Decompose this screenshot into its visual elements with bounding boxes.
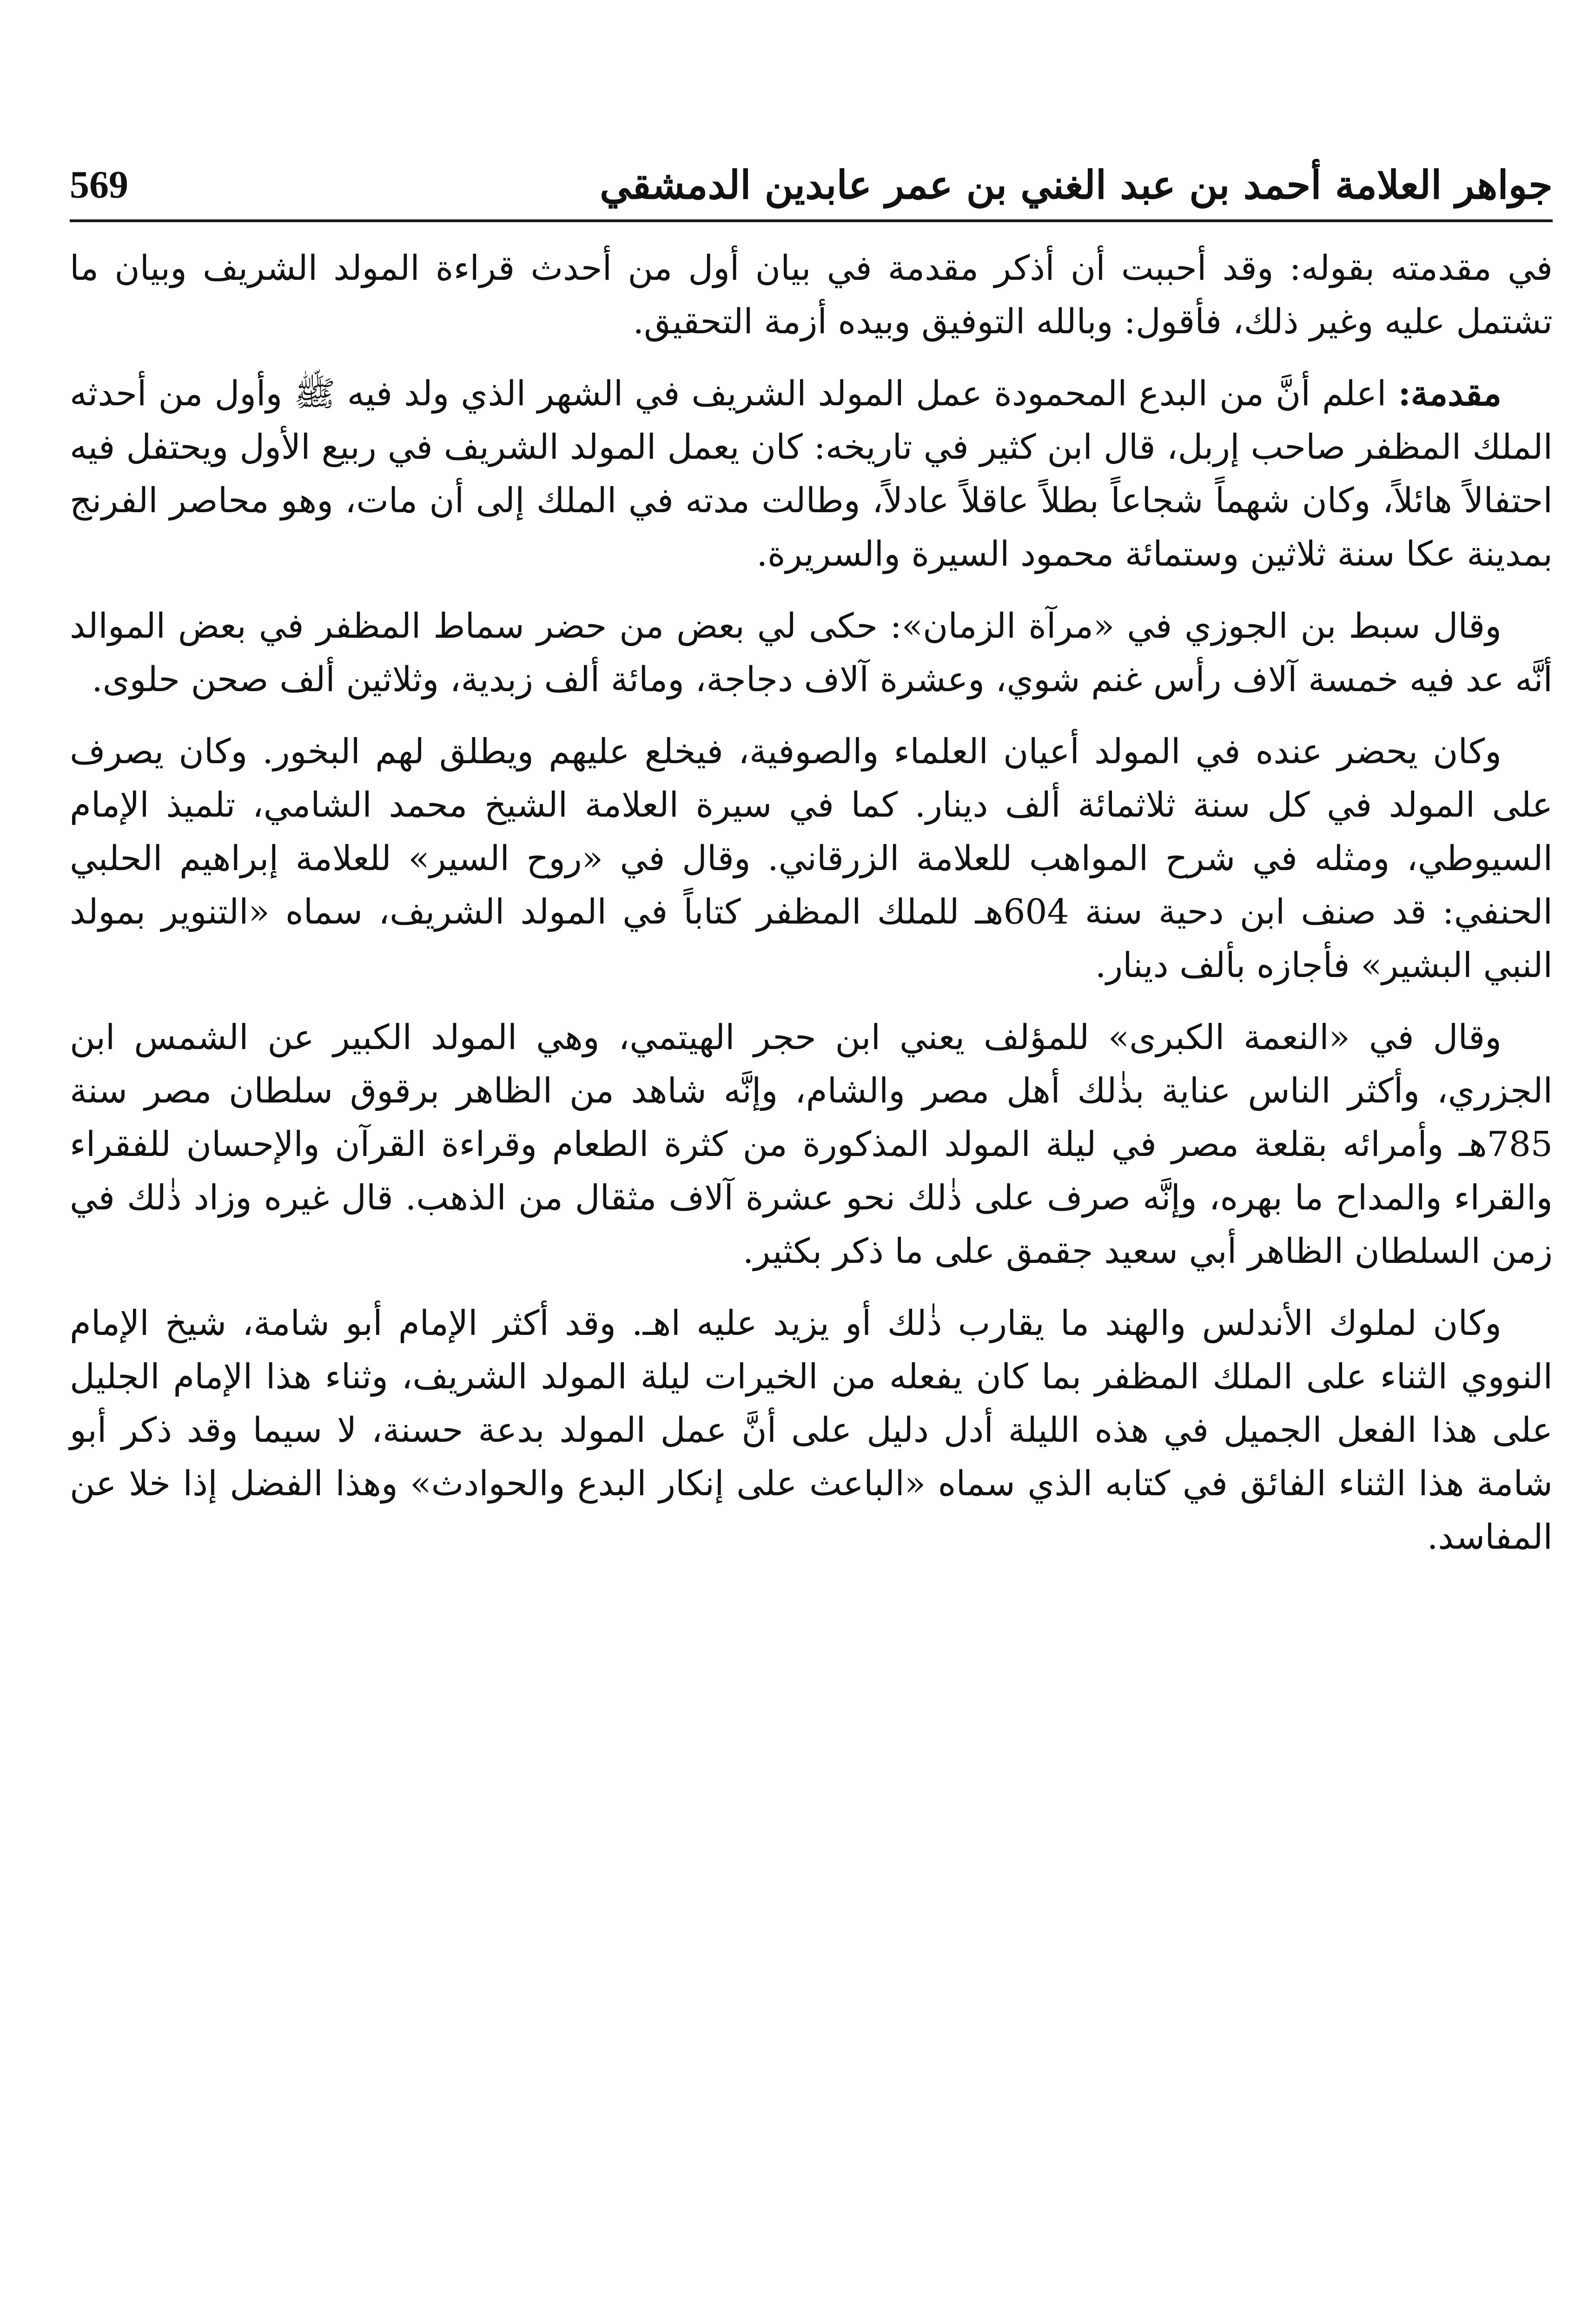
paragraph-6 (70, 1297, 1553, 1564)
paragraph-4-text: وكان يحضر عنده في المولد أعيان العلماء والصوفية، فيخلع عليهم ويطلق لهم البخور. وكان يصرف على المولد في كل سنة ثلاثمائة ألف دينار. كما في سيرة العلامة الشيخ محمد الشامي، تلميذ الإمام السيوطي، ومثله في شرح المواهب للعلامة الزرقاني. وقال في «روح السير» للعلامة إبراهيم الحلبي الحنفي: قد صنف ابن دحية سنة 604هـ للملك المظفر كتاباً في المولد الشريف، سماه «التنوير بمولد النبي البشير» فأجازه بألف دينار. (70, 732, 1553, 985)
body-text (70, 242, 1553, 1583)
paragraph-2-text: اعلم أنَّ من البدع المحمودة عمل المولد الشريف في الشهر الذي ولد فيه ﷺ وأول من أحدثه الملك المظفر صاحب إربل، قال ابن كثير في تاريخه: كان يعمل المولد الشريف في ربيع الأول ويحتفل فيه احتفالاً هائلاً، وكان شهماً شجاعاً بطلاً عاقلاً عادلاً، وطالت مدته في الملك إلى أن مات، وهو محاصر الفرنج بمدينة عكا سنة ثلاثين وستمائة محمود السيرة والسريرة. (70, 374, 1553, 574)
paragraph-3 (70, 600, 1553, 706)
section-term-muqaddima: مقدمة: (1398, 374, 1502, 414)
paragraph-2 (70, 367, 1553, 581)
running-title: جواهر العلامة أحمد بن عبد الغني بن عمر عابدين الدمشقي (599, 162, 1553, 208)
paragraph-4 (70, 725, 1553, 992)
paragraph-5-text: وقال في «النعمة الكبرى» للمؤلف يعني ابن حجر الهيتمي، وهي المولد الكبير عن الشمس ابن الجزري، وأكثر الناس عناية بذٰلك أهل مصر والشام، وإنَّه شاهد من الظاهر برقوق سلطان مصر سنة 785هـ وأمرائه بقلعة مصر في ليلة المولد المذكورة من كثرة الطعام وقراءة القرآن والإحسان للفقراء والقراء والمداح ما بهره، وإنَّه صرف على ذٰلك نحو عشرة آلاف مثقال من الذهب. قال غيره وزاد ذٰلك في زمن السلطان الظاهر أبي سعيد جقمق على ما ذكر بكثير. (70, 1017, 1553, 1271)
page-header (70, 149, 1553, 208)
paragraph-5 (70, 1011, 1553, 1278)
header-divider (70, 219, 1553, 222)
paragraph-1-text: في مقدمته بقوله: وقد أحببت أن أذكر مقدمة في بيان أول من أحدث قراءة المولد الشريف وبيان ما تشتمل عليه وغير ذلك، فأقول: وبالله التوفيق وبيده أزمة التحقيق. (70, 248, 1553, 342)
page-number: 569 (70, 163, 128, 206)
book-page (70, 0, 1553, 2324)
paragraph-6-text: وكان لملوك الأندلس والهند ما يقارب ذٰلك أو يزيد عليه اهـ. وقد أكثر الإمام أبو شامة، شيخ الإمام النووي الثناء على الملك المظفر بما كان يفعله من الخيرات ليلة المولد الشريف، وثناء هذا الإمام الجليل على هذا الفعل الجميل في هذه الليلة أدل دليل على أنَّ عمل المولد بدعة حسنة، لا سيما وقد ذكر أبو شامة هذا الثناء الفائق في كتابه الذي سماه «الباعث على إنكار البدع والحوادث» وهذا الفضل إذا خلا عن المفاسد. (70, 1303, 1553, 1557)
paragraph-1 (70, 242, 1553, 349)
paragraph-3-text: وقال سبط بن الجوزي في «مرآة الزمان»: حكى لي بعض من حضر سماط المظفر في بعض الموالد أنَّه عد فيه خمسة آلاف رأس غنم شوي، وعشرة آلاف دجاجة، ومائة ألف زبدية، وثلاثين ألف صحن حلوى. (70, 606, 1553, 700)
